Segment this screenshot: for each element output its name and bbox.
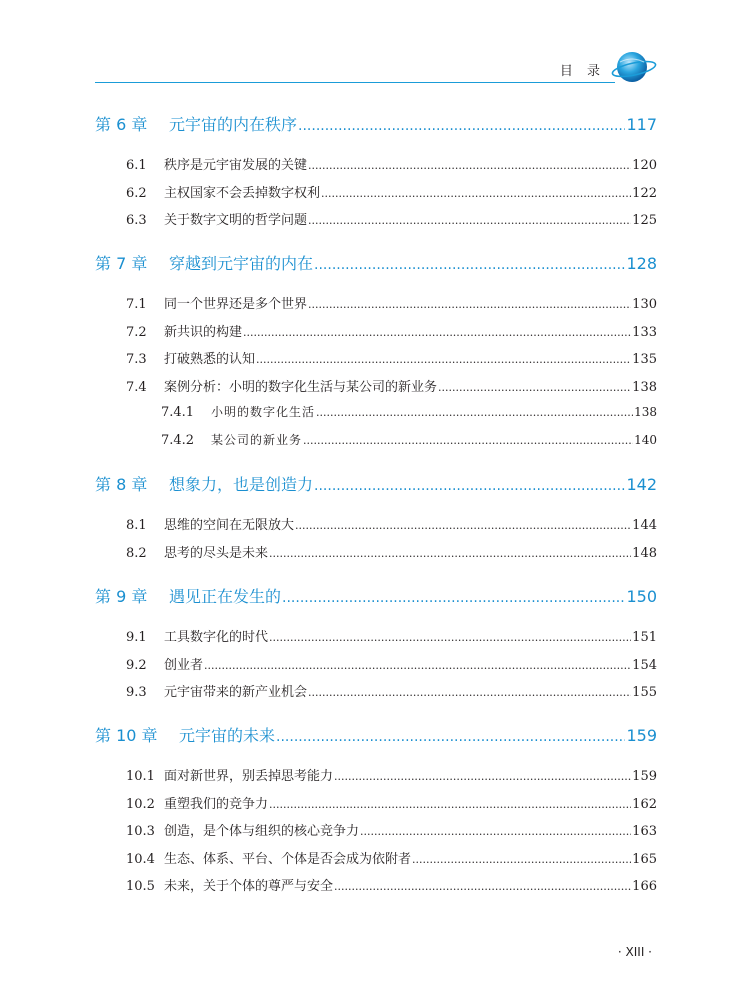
toc-chapter[interactable]	[95, 584, 657, 607]
section-title: 元宇宙带来的新产业机会	[164, 685, 308, 700]
page-number: 150	[626, 587, 657, 606]
chapter-number: 第 10 章	[95, 726, 158, 745]
section-number: 10.4	[126, 852, 155, 867]
page-footer-number: · XIII ·	[617, 945, 652, 959]
section-title: 思考的尽头是未来	[164, 546, 269, 561]
page-number: 166	[632, 879, 657, 894]
dot-leader	[334, 880, 631, 893]
section-number: 6.3	[126, 213, 147, 228]
dot-leader	[269, 631, 631, 644]
toc-section[interactable]	[126, 820, 657, 839]
dot-leader	[308, 214, 631, 227]
page-number: 142	[626, 475, 657, 494]
dot-leader	[295, 519, 631, 532]
dot-leader	[308, 686, 631, 699]
dot-leader	[360, 825, 631, 838]
dot-leader	[438, 381, 631, 394]
toc-section[interactable]	[126, 875, 657, 894]
section-title: 创业者	[164, 658, 204, 673]
globe-icon	[610, 50, 658, 84]
section-number: 7.3	[126, 352, 147, 367]
section-title: 思维的空间在无限放大	[164, 518, 295, 533]
page-number: 130	[632, 297, 657, 312]
section-title: 关于数字文明的哲学问题	[164, 213, 308, 228]
chapter-number: 第 8 章	[95, 475, 148, 494]
section-number: 9.2	[126, 658, 147, 673]
chapter-number: 第 6 章	[95, 115, 148, 134]
section-title: 主权国家不会丢掉数字权利	[164, 186, 321, 201]
toc-section[interactable]	[126, 681, 657, 700]
page-number: 154	[632, 658, 657, 673]
dot-leader	[243, 326, 631, 339]
header-title: 目 录	[559, 64, 605, 79]
page-number: 159	[632, 769, 657, 784]
dot-leader	[269, 547, 631, 560]
page-number: 128	[626, 254, 657, 273]
section-number: 8.2	[126, 546, 147, 561]
toc-chapter[interactable]	[95, 723, 657, 746]
toc-section[interactable]	[126, 514, 657, 533]
toc-chapter[interactable]	[95, 112, 657, 135]
section-number: 10.3	[126, 824, 155, 839]
page-number: 133	[632, 325, 657, 340]
page-number: 125	[632, 213, 657, 228]
subsection-number: 7.4.2	[161, 433, 195, 448]
toc-section[interactable]	[126, 293, 657, 312]
page-number: 162	[632, 797, 657, 812]
chapter-number: 第 9 章	[95, 587, 148, 606]
page-number: 120	[632, 158, 657, 173]
page-header	[95, 50, 660, 85]
dot-leader	[314, 478, 625, 494]
page-number: 138	[632, 380, 657, 395]
dot-leader	[282, 590, 625, 606]
chapter-number: 第 7 章	[95, 254, 148, 273]
section-title: 工具数字化的时代	[164, 630, 269, 645]
page-number: 144	[632, 518, 657, 533]
dot-leader	[316, 406, 633, 419]
header-divider	[95, 82, 615, 83]
chapter-title: 穿越到元宇宙的内在	[169, 254, 314, 273]
section-title: 秩序是元宇宙发展的关键	[164, 158, 308, 173]
dot-leader	[314, 257, 625, 273]
section-title: 面对新世界，别丢掉思考能力	[164, 769, 334, 784]
page-number: 148	[632, 546, 657, 561]
section-title: 创造，是个体与组织的核心竞争力	[164, 824, 360, 839]
toc-chapter[interactable]	[95, 251, 657, 274]
section-title: 未来，关于个体的尊严与安全	[164, 879, 334, 894]
toc-section[interactable]	[126, 542, 657, 561]
section-number: 10.2	[126, 797, 155, 812]
dot-leader	[269, 798, 631, 811]
toc-section[interactable]	[126, 626, 657, 645]
toc-subsection[interactable]	[161, 403, 657, 420]
section-title: 新共识的构建	[164, 325, 243, 340]
page-number: 159	[626, 726, 657, 745]
dot-leader	[334, 770, 631, 783]
subsection-title: 某公司的新业务	[211, 433, 303, 447]
subsection-title: 小明的数字化生活	[211, 405, 316, 419]
toc-section[interactable]	[126, 348, 657, 367]
section-title: 重塑我们的竞争力	[164, 797, 269, 812]
toc-section[interactable]	[126, 793, 657, 812]
page-number: 140	[634, 433, 657, 447]
section-number: 7.4	[126, 380, 147, 395]
section-title: 生态、体系、平台、个体是否会成为依附者	[164, 852, 412, 867]
chapter-title: 元宇宙的内在秩序	[169, 115, 298, 134]
toc-section[interactable]	[126, 376, 657, 395]
toc-section[interactable]	[126, 654, 657, 673]
section-title: 打破熟悉的认知	[164, 352, 256, 367]
toc-section[interactable]	[126, 154, 657, 173]
page-number: 135	[632, 352, 657, 367]
dot-leader	[204, 659, 631, 672]
dot-leader	[321, 187, 631, 200]
section-title: 案例分析：小明的数字化生活与某公司的新业务	[164, 380, 438, 395]
page-number: 122	[632, 186, 657, 201]
page-number: 117	[626, 115, 657, 134]
dot-leader	[276, 729, 625, 745]
section-title: 同一个世界还是多个世界	[164, 297, 308, 312]
toc-section[interactable]	[126, 848, 657, 867]
toc-section[interactable]	[126, 209, 657, 228]
dot-leader	[303, 434, 633, 447]
toc-subsection[interactable]	[161, 431, 657, 448]
section-number: 8.1	[126, 518, 147, 533]
section-number: 9.3	[126, 685, 147, 700]
section-number: 10.5	[126, 879, 155, 894]
chapter-title: 元宇宙的未来	[179, 726, 276, 745]
page-number: 138	[634, 405, 657, 419]
subsection-number: 7.4.1	[161, 405, 195, 420]
dot-leader	[256, 353, 631, 366]
chapter-title: 想象力，也是创造力	[169, 475, 314, 494]
section-number: 7.2	[126, 325, 147, 340]
dot-leader	[298, 118, 625, 134]
page-number: 155	[632, 685, 657, 700]
page-number: 165	[632, 852, 657, 867]
section-number: 10.1	[126, 769, 155, 784]
toc-section[interactable]	[126, 765, 657, 784]
toc-section[interactable]	[126, 182, 657, 201]
toc-chapter[interactable]	[95, 472, 657, 495]
section-number: 6.1	[126, 158, 147, 173]
section-number: 7.1	[126, 297, 147, 312]
chapter-title: 遇见正在发生的	[169, 587, 282, 606]
section-number: 9.1	[126, 630, 147, 645]
toc-section[interactable]	[126, 321, 657, 340]
page-number: 151	[632, 630, 657, 645]
dot-leader	[412, 853, 631, 866]
dot-leader	[308, 298, 631, 311]
dot-leader	[308, 159, 631, 172]
section-number: 6.2	[126, 186, 147, 201]
page-number: 163	[632, 824, 657, 839]
